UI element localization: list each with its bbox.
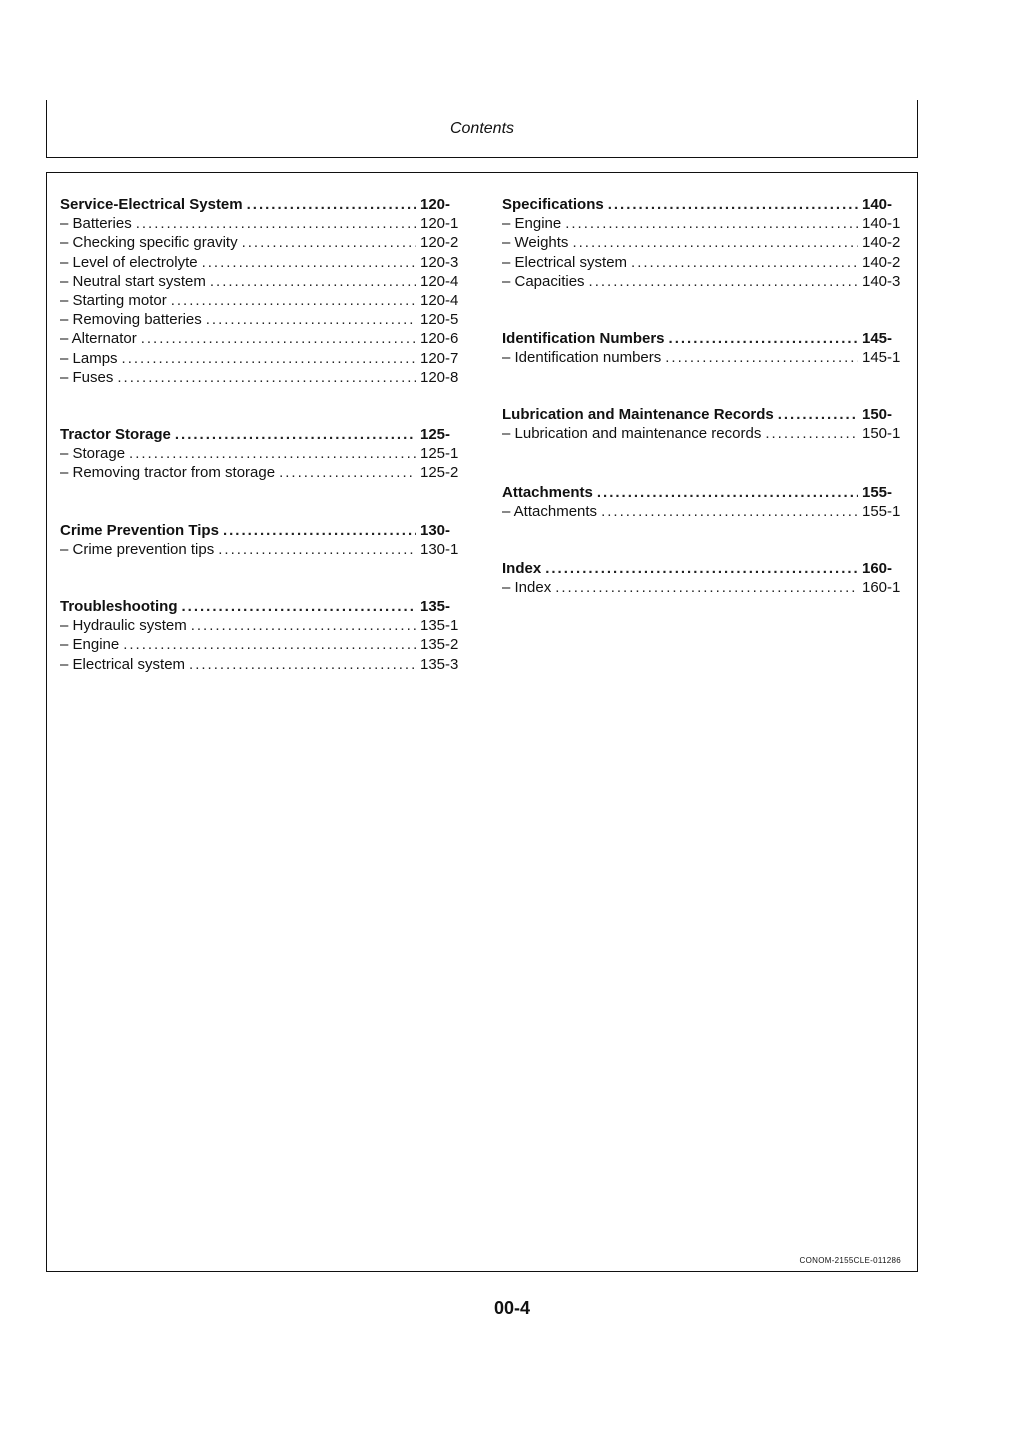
toc-heading[interactable]: Tractor Storage ..... 125- bbox=[60, 425, 464, 444]
toc-entry[interactable]: – Electrical system ..... 140-2 bbox=[502, 253, 906, 272]
toc-entry[interactable]: – Neutral start system ..... 120-4 bbox=[60, 272, 464, 291]
toc-entry[interactable]: – Index ..... 160-1 bbox=[502, 578, 906, 597]
toc-entry[interactable]: – Attachments ..... 155-1 bbox=[502, 502, 906, 521]
toc-entry[interactable]: – Removing tractor from storage ..... 125-2 bbox=[60, 463, 464, 482]
toc-heading[interactable]: Attachments ..... 155- bbox=[502, 483, 906, 502]
toc-entry[interactable]: – Starting motor ..... 120-4 bbox=[60, 291, 464, 310]
toc-entry[interactable]: – Weights ..... 140-2 bbox=[502, 233, 906, 252]
toc-section-specifications bbox=[502, 195, 906, 291]
toc-entry[interactable]: – Electrical system ..... 135-3 bbox=[60, 655, 464, 674]
page-number: 00-4 bbox=[493, 1298, 531, 1318]
toc-heading[interactable]: Crime Prevention Tips ..... 130- bbox=[60, 521, 464, 540]
toc-section-service-electrical bbox=[60, 195, 464, 387]
toc-entry[interactable]: – Engine ..... 135-2 bbox=[60, 635, 464, 654]
toc-entry[interactable]: – Fuses ..... 120-8 bbox=[60, 368, 464, 387]
toc-entry[interactable]: – Hydraulic system ..... 135-1 bbox=[60, 616, 464, 635]
toc-entry[interactable]: – Checking specific gravity ..... 120-2 bbox=[60, 233, 464, 252]
toc-section-index bbox=[502, 559, 906, 597]
toc-heading[interactable]: Specifications ..... 140- bbox=[502, 195, 906, 214]
toc-heading[interactable]: Index ..... 160- bbox=[502, 559, 906, 578]
toc-section-attachments bbox=[502, 483, 906, 521]
toc-entry[interactable]: – Lamps ..... 120-7 bbox=[60, 349, 464, 368]
toc-entry[interactable]: – Lubrication and maintenance records ..... 150-1 bbox=[502, 424, 906, 443]
header-box bbox=[46, 100, 918, 158]
toc-entry[interactable]: – Removing batteries ..... 120-5 bbox=[60, 310, 464, 329]
toc-section-troubleshooting bbox=[60, 597, 464, 674]
toc-section-lubrication-records bbox=[502, 405, 906, 443]
toc-heading[interactable]: Service-Electrical System ..... 120- bbox=[60, 195, 464, 214]
toc-entry[interactable]: – Storage ..... 125-1 bbox=[60, 444, 464, 463]
toc-section-crime-prevention bbox=[60, 521, 464, 559]
toc-entry[interactable]: – Identification numbers ..... 145-1 bbox=[502, 348, 906, 367]
toc-entry[interactable]: – Batteries ..... 120-1 bbox=[60, 214, 464, 233]
toc-section-tractor-storage bbox=[60, 425, 464, 483]
toc-entry[interactable]: – Crime prevention tips ..... 130-1 bbox=[60, 540, 464, 559]
toc-heading[interactable]: Troubleshooting ..... 135- bbox=[60, 597, 464, 616]
toc-heading[interactable]: Lubrication and Maintenance Records ..... 150- bbox=[502, 405, 906, 424]
page-title: Contents bbox=[449, 120, 515, 137]
toc-entry[interactable]: – Engine ..... 140-1 bbox=[502, 214, 906, 233]
toc-heading[interactable]: Identification Numbers ..... 145- bbox=[502, 329, 906, 348]
document-code: CONOM-2155CLE-011286 bbox=[799, 1256, 901, 1265]
toc-entry[interactable]: – Alternator ..... 120-6 bbox=[60, 329, 464, 348]
toc-section-identification-numbers bbox=[502, 329, 906, 367]
toc-entry[interactable]: – Level of electrolyte ..... 120-3 bbox=[60, 253, 464, 272]
toc-entry[interactable]: – Capacities ..... 140-3 bbox=[502, 272, 906, 291]
